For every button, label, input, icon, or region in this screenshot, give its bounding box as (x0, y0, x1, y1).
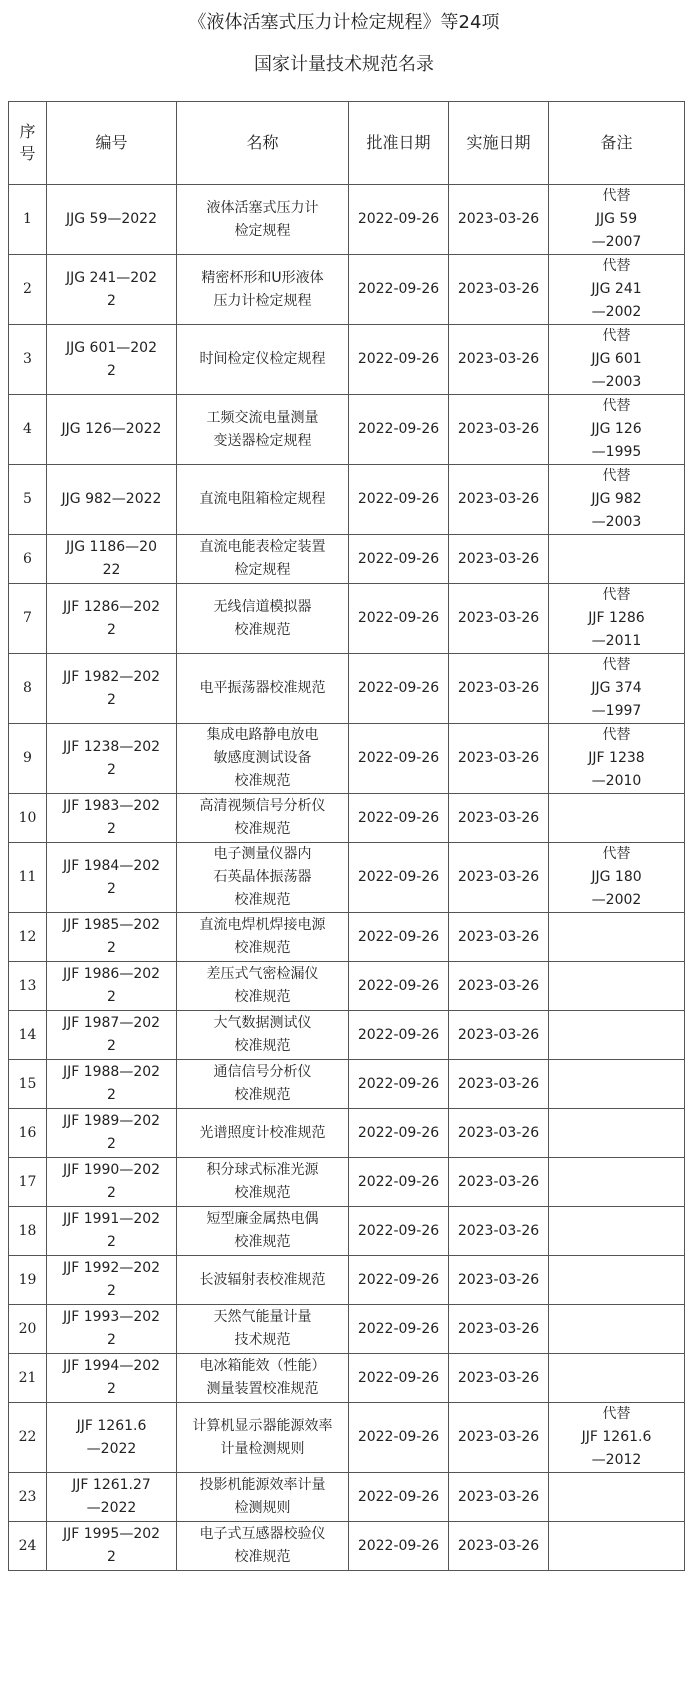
cell-remark (549, 1158, 685, 1207)
cell-seq: 6 (9, 535, 47, 584)
cell-seq: 20 (9, 1305, 47, 1354)
cell-code: JJF 1995—202 2 (47, 1522, 177, 1571)
cell-implement-date: 2023-03-26 (449, 535, 549, 584)
cell-code: JJF 1991—202 2 (47, 1207, 177, 1256)
cell-implement-date: 2023-03-26 (449, 185, 549, 255)
cell-code: JJF 1988—202 2 (47, 1060, 177, 1109)
cell-code: JJF 1985—202 2 (47, 913, 177, 962)
cell-seq: 19 (9, 1256, 47, 1305)
cell-remark: 代替 JJG 180 —2002 (549, 843, 685, 913)
header-approve-date: 批准日期 (349, 102, 449, 185)
table-row (9, 1109, 685, 1158)
cell-seq: 1 (9, 185, 47, 255)
cell-remark: 代替 JJG 982 —2003 (549, 465, 685, 535)
cell-remark: 代替 JJG 59 —2007 (549, 185, 685, 255)
cell-name: 液体活塞式压力计 检定规程 (177, 185, 349, 255)
table-row (9, 794, 685, 843)
cell-seq: 15 (9, 1060, 47, 1109)
cell-name: 大气数据测试仪 校准规范 (177, 1011, 349, 1060)
cell-name: 光谱照度计校准规范 (177, 1109, 349, 1158)
cell-implement-date: 2023-03-26 (449, 1109, 549, 1158)
table-row (9, 395, 685, 465)
cell-approve-date: 2022-09-26 (349, 843, 449, 913)
cell-implement-date: 2023-03-26 (449, 724, 549, 794)
cell-seq: 9 (9, 724, 47, 794)
cell-seq: 12 (9, 913, 47, 962)
cell-remark (549, 962, 685, 1011)
cell-seq: 23 (9, 1473, 47, 1522)
cell-name: 电平振荡器校准规范 (177, 654, 349, 724)
cell-code: JJF 1238—202 2 (47, 724, 177, 794)
cell-remark (549, 1060, 685, 1109)
cell-remark (549, 1305, 685, 1354)
cell-approve-date: 2022-09-26 (349, 1354, 449, 1403)
cell-implement-date: 2023-03-26 (449, 1473, 549, 1522)
cell-approve-date: 2022-09-26 (349, 962, 449, 1011)
cell-remark (549, 1011, 685, 1060)
cell-implement-date: 2023-03-26 (449, 1256, 549, 1305)
cell-name: 差压式气密检漏仪 校准规范 (177, 962, 349, 1011)
cell-code: JJF 1261.27 —2022 (47, 1473, 177, 1522)
header-code: 编号 (47, 102, 177, 185)
table-row (9, 1305, 685, 1354)
cell-implement-date: 2023-03-26 (449, 1207, 549, 1256)
cell-approve-date: 2022-09-26 (349, 535, 449, 584)
cell-code: JJF 1983—202 2 (47, 794, 177, 843)
cell-code: JJF 1993—202 2 (47, 1305, 177, 1354)
cell-implement-date: 2023-03-26 (449, 794, 549, 843)
cell-implement-date: 2023-03-26 (449, 395, 549, 465)
cell-name: 无线信道模拟器 校准规范 (177, 584, 349, 654)
cell-seq: 18 (9, 1207, 47, 1256)
cell-approve-date: 2022-09-26 (349, 913, 449, 962)
cell-approve-date: 2022-09-26 (349, 395, 449, 465)
cell-approve-date: 2022-09-26 (349, 185, 449, 255)
cell-approve-date: 2022-09-26 (349, 584, 449, 654)
cell-remark (549, 1354, 685, 1403)
cell-approve-date: 2022-09-26 (349, 1060, 449, 1109)
cell-seq: 13 (9, 962, 47, 1011)
cell-approve-date: 2022-09-26 (349, 1256, 449, 1305)
cell-name: 直流电焊机焊接电源 校准规范 (177, 913, 349, 962)
cell-approve-date: 2022-09-26 (349, 1403, 449, 1473)
cell-name: 长波辐射表校准规范 (177, 1256, 349, 1305)
cell-implement-date: 2023-03-26 (449, 325, 549, 395)
cell-name: 时间检定仪检定规程 (177, 325, 349, 395)
cell-code: JJF 1989—202 2 (47, 1109, 177, 1158)
cell-remark (549, 1207, 685, 1256)
cell-remark: 代替 JJF 1286 —2011 (549, 584, 685, 654)
cell-approve-date: 2022-09-26 (349, 1522, 449, 1571)
cell-code: JJG 126—2022 (47, 395, 177, 465)
cell-seq: 16 (9, 1109, 47, 1158)
table-row (9, 724, 685, 794)
cell-name: 天然气能量计量 技术规范 (177, 1305, 349, 1354)
cell-name: 高清视频信号分析仪 校准规范 (177, 794, 349, 843)
cell-approve-date: 2022-09-26 (349, 724, 449, 794)
cell-seq: 7 (9, 584, 47, 654)
cell-code: JJF 1992—202 2 (47, 1256, 177, 1305)
cell-name: 计算机显示器能源效率 计量检测规则 (177, 1403, 349, 1473)
table-row (9, 1207, 685, 1256)
cell-seq: 2 (9, 255, 47, 325)
cell-implement-date: 2023-03-26 (449, 255, 549, 325)
cell-seq: 24 (9, 1522, 47, 1571)
table-row (9, 913, 685, 962)
cell-remark (549, 913, 685, 962)
cell-remark (549, 1256, 685, 1305)
cell-implement-date: 2023-03-26 (449, 1158, 549, 1207)
table-row (9, 1522, 685, 1571)
cell-approve-date: 2022-09-26 (349, 465, 449, 535)
cell-implement-date: 2023-03-26 (449, 1305, 549, 1354)
cell-seq: 21 (9, 1354, 47, 1403)
table-row (9, 185, 685, 255)
document-subtitle: 国家计量技术规范名录 (254, 54, 434, 75)
table-row (9, 325, 685, 395)
cell-implement-date: 2023-03-26 (449, 1403, 549, 1473)
cell-remark (549, 535, 685, 584)
cell-implement-date: 2023-03-26 (449, 1060, 549, 1109)
cell-name: 通信信号分析仪 校准规范 (177, 1060, 349, 1109)
header-name: 名称 (177, 102, 349, 185)
cell-code: JJF 1982—202 2 (47, 654, 177, 724)
table-row (9, 1060, 685, 1109)
cell-name: 积分球式标准光源 校准规范 (177, 1158, 349, 1207)
table-row (9, 1256, 685, 1305)
standards-table (8, 101, 685, 1571)
cell-implement-date: 2023-03-26 (449, 962, 549, 1011)
cell-remark: 代替 JJG 601 —2003 (549, 325, 685, 395)
table-row (9, 962, 685, 1011)
cell-implement-date: 2023-03-26 (449, 654, 549, 724)
table-row (9, 1011, 685, 1060)
table-row (9, 1403, 685, 1473)
cell-name: 精密杯形和U形液体 压力计检定规程 (177, 255, 349, 325)
table-header-row (9, 102, 685, 185)
cell-implement-date: 2023-03-26 (449, 913, 549, 962)
cell-approve-date: 2022-09-26 (349, 1011, 449, 1060)
cell-seq: 10 (9, 794, 47, 843)
cell-code: JJF 1994—202 2 (47, 1354, 177, 1403)
cell-seq: 11 (9, 843, 47, 913)
cell-implement-date: 2023-03-26 (449, 584, 549, 654)
cell-code: JJF 1987—202 2 (47, 1011, 177, 1060)
cell-name: 短型廉金属热电偶 校准规范 (177, 1207, 349, 1256)
cell-approve-date: 2022-09-26 (349, 1305, 449, 1354)
table-row (9, 654, 685, 724)
cell-seq: 3 (9, 325, 47, 395)
cell-name: 电子式互感器校验仪 校准规范 (177, 1522, 349, 1571)
cell-code: JJG 982—2022 (47, 465, 177, 535)
cell-remark: 代替 JJG 374 —1997 (549, 654, 685, 724)
cell-remark: 代替 JJF 1238 —2010 (549, 724, 685, 794)
cell-seq: 17 (9, 1158, 47, 1207)
cell-name: 电子测量仪器内 石英晶体振荡器 校准规范 (177, 843, 349, 913)
cell-code: JJF 1990—202 2 (47, 1158, 177, 1207)
cell-remark: 代替 JJG 126 —1995 (549, 395, 685, 465)
cell-implement-date: 2023-03-26 (449, 465, 549, 535)
header-implement-date: 实施日期 (449, 102, 549, 185)
cell-seq: 8 (9, 654, 47, 724)
table-row (9, 584, 685, 654)
table-row (9, 1354, 685, 1403)
header-remark: 备注 (549, 102, 685, 185)
cell-name: 直流电阻箱检定规程 (177, 465, 349, 535)
cell-name: 工频交流电量测量 变送器检定规程 (177, 395, 349, 465)
cell-remark (549, 794, 685, 843)
cell-remark (549, 1522, 685, 1571)
cell-code: JJG 241—202 2 (47, 255, 177, 325)
cell-seq: 22 (9, 1403, 47, 1473)
cell-code: JJG 1186—20 22 (47, 535, 177, 584)
cell-implement-date: 2023-03-26 (449, 1011, 549, 1060)
cell-code: JJG 601—202 2 (47, 325, 177, 395)
cell-name: 电冰箱能效（性能） 测量装置校准规范 (177, 1354, 349, 1403)
cell-approve-date: 2022-09-26 (349, 1207, 449, 1256)
table-row (9, 465, 685, 535)
cell-code: JJF 1986—202 2 (47, 962, 177, 1011)
cell-name: 投影机能源效率计量 检测规则 (177, 1473, 349, 1522)
cell-seq: 14 (9, 1011, 47, 1060)
cell-code: JJF 1286—202 2 (47, 584, 177, 654)
cell-code: JJF 1261.6 —2022 (47, 1403, 177, 1473)
cell-approve-date: 2022-09-26 (349, 1473, 449, 1522)
cell-remark: 代替 JJF 1261.6 —2012 (549, 1403, 685, 1473)
cell-approve-date: 2022-09-26 (349, 794, 449, 843)
cell-seq: 5 (9, 465, 47, 535)
cell-approve-date: 2022-09-26 (349, 654, 449, 724)
cell-code: JJF 1984—202 2 (47, 843, 177, 913)
document-title: 《液体活塞式压力计检定规程》等24项 (188, 12, 500, 33)
cell-remark: 代替 JJG 241 —2002 (549, 255, 685, 325)
cell-name: 直流电能表检定装置 检定规程 (177, 535, 349, 584)
cell-approve-date: 2022-09-26 (349, 1109, 449, 1158)
cell-approve-date: 2022-09-26 (349, 1158, 449, 1207)
table-body (9, 185, 685, 1571)
cell-seq: 4 (9, 395, 47, 465)
cell-name: 集成电路静电放电 敏感度测试设备 校准规范 (177, 724, 349, 794)
cell-implement-date: 2023-03-26 (449, 843, 549, 913)
table-row (9, 535, 685, 584)
table-row (9, 255, 685, 325)
table-row (9, 843, 685, 913)
table-row (9, 1473, 685, 1522)
header-seq: 序 号 (9, 102, 47, 185)
cell-remark (549, 1109, 685, 1158)
cell-remark (549, 1473, 685, 1522)
cell-code: JJG 59—2022 (47, 185, 177, 255)
cell-implement-date: 2023-03-26 (449, 1354, 549, 1403)
table-row (9, 1158, 685, 1207)
cell-implement-date: 2023-03-26 (449, 1522, 549, 1571)
cell-approve-date: 2022-09-26 (349, 325, 449, 395)
cell-approve-date: 2022-09-26 (349, 255, 449, 325)
